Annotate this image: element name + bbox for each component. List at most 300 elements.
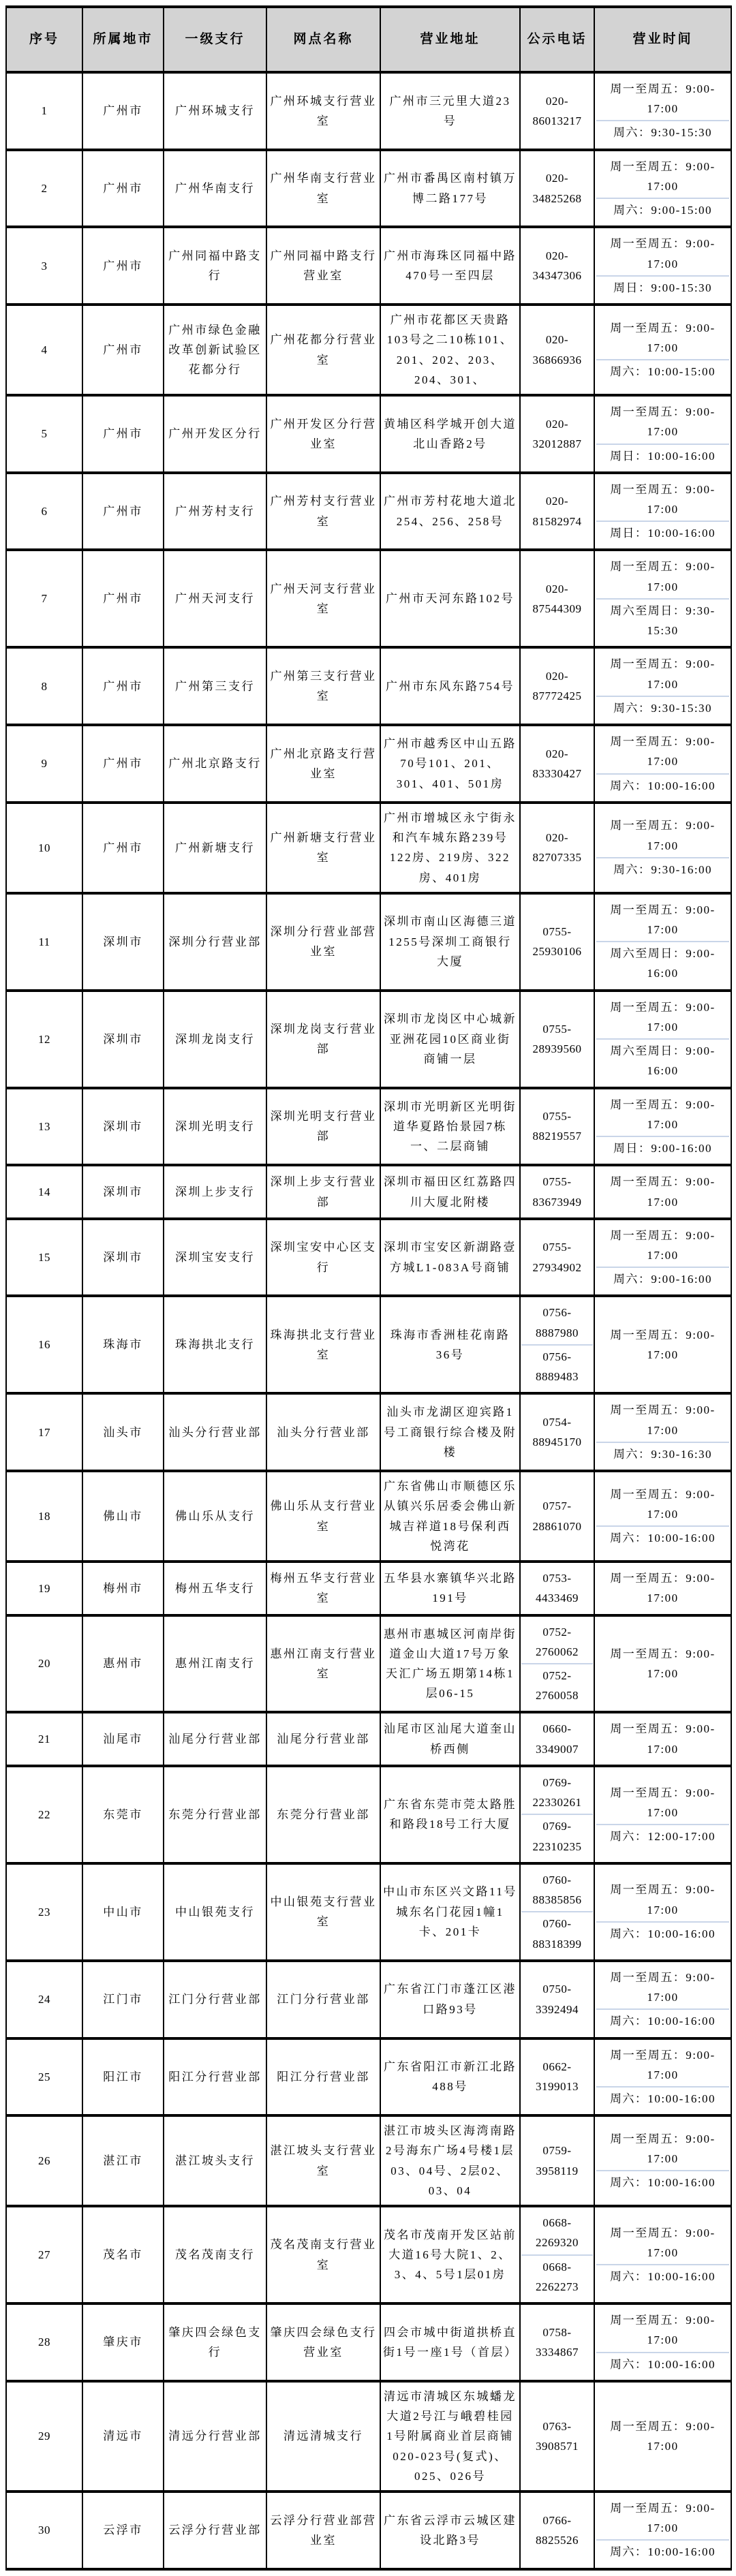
- column-header-1: 所属地市: [82, 7, 164, 72]
- hours-entry: 周日：10:00-16:00: [596, 444, 729, 467]
- cell-business-hours: [594, 2206, 731, 2303]
- phone-number: [521, 1105, 593, 1147]
- cell-serial-number: 9: [6, 725, 82, 803]
- cell-branch: 深圳龙岗支行: [164, 991, 266, 1088]
- cell-address: 四会市城中街道拱桥直街1号一座1号（首层）: [380, 2303, 520, 2381]
- hours-entry: 周六：10:00-15:00: [596, 359, 729, 383]
- cell-serial-number: 22: [6, 1766, 82, 1863]
- cell-outlet-name: 广州环城支行营业室: [266, 72, 380, 150]
- cell-phone: [520, 2206, 594, 2303]
- table-row: [6, 991, 731, 1088]
- cell-outlet-name: 江门分行营业部: [266, 1961, 380, 2038]
- hours-entry: 周六至周日：9:30-15:30: [596, 598, 729, 642]
- phone-number: [521, 1495, 593, 1537]
- phone-suffix: 87544309: [532, 602, 582, 615]
- cell-business-hours: [594, 803, 731, 893]
- table-row: [6, 1615, 731, 1713]
- cell-address: 广州市海珠区同福中路470号一至四层: [380, 227, 520, 305]
- cell-address: 深圳市福田区红荔路四川大厦北附楼: [380, 1165, 520, 1218]
- table-body: [6, 72, 731, 2569]
- cell-serial-number: 15: [6, 1219, 82, 1297]
- phone-suffix: 2760058: [536, 1689, 579, 1703]
- cell-outlet-name: 清远清城支行: [266, 2381, 380, 2492]
- phone-suffix: 2760062: [536, 1645, 579, 1658]
- phone-number: [521, 1018, 593, 1060]
- cell-address: 广东省云浮市云城区建设北路3号: [380, 2492, 520, 2569]
- cell-city: 茂名市: [82, 2206, 164, 2303]
- cell-branch: 广州第三支行: [164, 647, 266, 725]
- cell-outlet-name: 广州新塘支行营业室: [266, 803, 380, 893]
- cell-business-hours: [594, 305, 731, 395]
- cell-address: 五华县水寨镇华兴北路191号: [380, 1562, 520, 1615]
- phone-prefix: 020-: [545, 582, 569, 595]
- table-row: [6, 1712, 731, 1765]
- cell-serial-number: 6: [6, 473, 82, 550]
- hours-entry: 周六：10:00-16:00: [596, 2539, 729, 2563]
- phone-prefix: 020-: [545, 172, 569, 185]
- cell-branch: 广州开发区分行: [164, 395, 266, 473]
- phone-suffix: 8889483: [536, 1370, 579, 1384]
- cell-outlet-name: 茂名茂南支行营业室: [266, 2206, 380, 2303]
- cell-serial-number: 12: [6, 991, 82, 1088]
- cell-business-hours: [594, 1961, 731, 2038]
- phone-number: [521, 167, 593, 209]
- cell-phone: [520, 1961, 594, 2038]
- cell-outlet-name: 广州同福中路支行营业室: [266, 227, 380, 305]
- hours-entry: 周日：9:00-16:00: [596, 1136, 729, 1160]
- cell-business-hours: [594, 227, 731, 305]
- phone-suffix: 83330427: [532, 766, 582, 780]
- cell-phone: [520, 1393, 594, 1471]
- phone-suffix: 28861070: [532, 1519, 582, 1533]
- cell-outlet-name: 中山银苑支行营业室: [266, 1863, 380, 1961]
- phone-prefix: 020-: [545, 747, 569, 760]
- table-row: [6, 2492, 731, 2569]
- table-row: [6, 647, 731, 725]
- table-row: [6, 725, 731, 803]
- cell-business-hours: [594, 2492, 731, 2569]
- cell-city: 深圳市: [82, 893, 164, 991]
- cell-city: 东莞市: [82, 1766, 164, 1863]
- phone-number: [521, 1978, 593, 2020]
- cell-city: 广州市: [82, 305, 164, 395]
- table-row: [6, 72, 731, 150]
- phone-number: [521, 1411, 593, 1453]
- phone-number: [521, 245, 593, 287]
- cell-city: 云浮市: [82, 2492, 164, 2569]
- cell-city: 广州市: [82, 227, 164, 305]
- phone-suffix: 2262273: [536, 2280, 579, 2293]
- phone-suffix: 27934902: [532, 1260, 582, 1274]
- cell-branch: 东莞分行营业部: [164, 1766, 266, 1863]
- hours-entry: 周一至周五：9:00-17:00: [610, 657, 716, 691]
- cell-address: 广州市番禺区南村镇万博二路177号: [380, 150, 520, 228]
- cell-outlet-name: 广州华南支行营业室: [266, 150, 380, 228]
- cell-address: 深圳市光明新区光明街道华夏路怡景园7栋一、二层商铺: [380, 1088, 520, 1166]
- phone-prefix: 0668-: [542, 2216, 572, 2230]
- table-row: [6, 2303, 731, 2381]
- cell-phone: [520, 1863, 594, 1961]
- hours-entry: 周一至周五：9:00-17:00: [610, 1883, 716, 1917]
- cell-phone: [520, 1296, 594, 1393]
- cell-address: 广州市东风东路754号: [380, 647, 520, 725]
- header-row: [6, 7, 731, 72]
- hours-entry: 周一至周五：9:00-17:00: [610, 82, 716, 116]
- hours-entry: 周六：10:00-16:00: [596, 2086, 729, 2110]
- cell-address: 深圳市龙岗区中心城新亚洲花园10区商业街商铺一层: [380, 991, 520, 1088]
- cell-branch: 惠州江南支行: [164, 1615, 266, 1713]
- cell-phone: [520, 1712, 594, 1765]
- cell-outlet-name: 深圳龙岗支行营业部: [266, 991, 380, 1088]
- cell-phone: [520, 725, 594, 803]
- cell-outlet-name: 湛江坡头支行营业室: [266, 2115, 380, 2206]
- cell-phone: [520, 647, 594, 725]
- cell-city: 广州市: [82, 647, 164, 725]
- cell-branch: 深圳分行营业部: [164, 893, 266, 991]
- phone-suffix: 8887980: [536, 1326, 579, 1339]
- cell-outlet-name: 阳江分行营业部: [266, 2038, 380, 2116]
- cell-serial-number: 10: [6, 803, 82, 893]
- cell-outlet-name: 肇庆四会绿色支行营业室: [266, 2303, 380, 2381]
- cell-address: 汕尾市区汕尾大道奎山桥西侧: [380, 1712, 520, 1765]
- phone-prefix: 0752-: [542, 1625, 572, 1639]
- cell-serial-number: 17: [6, 1393, 82, 1471]
- cell-address: 惠州市惠城区河南岸街道金山大道17号万象天汇广场五期第14栋1层06-15: [380, 1615, 520, 1713]
- hours-entry: 周六：9:00-15:00: [596, 198, 729, 221]
- cell-serial-number: 27: [6, 2206, 82, 2303]
- phone-prefix: 020-: [545, 670, 569, 683]
- cell-phone: [520, 1766, 594, 1863]
- cell-branch: 广州天河支行: [164, 550, 266, 647]
- phone-suffix: 3908571: [536, 2439, 579, 2453]
- phone-number: [521, 743, 593, 785]
- cell-serial-number: 3: [6, 227, 82, 305]
- table-row: [6, 1393, 731, 1471]
- cell-outlet-name: 佛山乐从支行营业室: [266, 1471, 380, 1562]
- table-row: [6, 2206, 731, 2303]
- table-row: [6, 1766, 731, 1863]
- cell-phone: [520, 473, 594, 550]
- cell-branch: 广州市绿色金融改革创新试验区花都分行: [164, 305, 266, 395]
- cell-phone: [520, 1615, 594, 1713]
- phone-prefix: 0660-: [542, 1722, 572, 1736]
- cell-business-hours: [594, 473, 731, 550]
- cell-outlet-name: 广州天河支行营业室: [266, 550, 380, 647]
- cell-address: 深圳市宝安区新湖路壹方城L1-083A号商铺: [380, 1219, 520, 1297]
- table-row: [6, 2115, 731, 2206]
- cell-business-hours: [594, 647, 731, 725]
- cell-serial-number: 11: [6, 893, 82, 991]
- cell-outlet-name: 广州花都分行营业室: [266, 305, 380, 395]
- cell-city: 清远市: [82, 2381, 164, 2492]
- table-row: [6, 550, 731, 647]
- hours-entry: 周六至周日：9:00-16:00: [596, 941, 729, 984]
- hours-entry: 周六：9:30-16:30: [596, 1442, 729, 1465]
- column-header-6: 营业时间: [594, 7, 731, 72]
- phone-number: [521, 826, 593, 869]
- table-row: [6, 1219, 731, 1297]
- cell-address: 广州市增城区永宁街永和汽车城东路239号122房、219房、322房、401房: [380, 803, 520, 893]
- hours-entry: 周一至周五：9:00-17:00: [610, 560, 716, 593]
- cell-business-hours: [594, 1296, 731, 1393]
- cell-branch: 清远分行营业部: [164, 2381, 266, 2492]
- cell-branch: 广州新塘支行: [164, 803, 266, 893]
- phone-suffix: 83673949: [532, 1195, 582, 1209]
- cell-branch: 汕头分行营业部: [164, 1393, 266, 1471]
- column-header-3: 网点名称: [266, 7, 380, 72]
- cell-address: 茂名市茂南开发区站前大道16号大院1、2、3、4、5号1层01房: [380, 2206, 520, 2303]
- cell-city: 阳江市: [82, 2038, 164, 2116]
- table-row: [6, 803, 731, 893]
- table-row: [6, 150, 731, 228]
- hours-entry: 周六：9:00-16:00: [596, 1267, 729, 1290]
- hours-entry: 周一至周五：9:00-17:00: [610, 2314, 716, 2347]
- cell-serial-number: 24: [6, 1961, 82, 2038]
- phone-prefix: 0766-: [542, 2513, 572, 2527]
- cell-branch: 深圳宝安支行: [164, 1219, 266, 1297]
- cell-serial-number: 25: [6, 2038, 82, 2116]
- table-row: [6, 1088, 731, 1166]
- cell-branch: 深圳光明支行: [164, 1088, 266, 1166]
- hours-entry: 周一至周五：9:00-17:00: [610, 1228, 716, 1262]
- cell-outlet-name: 汕头分行营业部: [266, 1393, 380, 1471]
- table-row: [6, 395, 731, 473]
- cell-phone: [520, 550, 594, 647]
- phone-number: [521, 1301, 593, 1344]
- cell-city: 肇庆市: [82, 2303, 164, 2381]
- phone-number: [521, 90, 593, 132]
- phone-number: [521, 490, 593, 532]
- phone-suffix: 82707335: [532, 851, 582, 865]
- hours-entry: 周六：12:00-17:00: [596, 1824, 729, 1848]
- cell-branch: 茂名茂南支行: [164, 2206, 266, 2303]
- cell-phone: [520, 803, 594, 893]
- phone-prefix: 0758-: [542, 2325, 572, 2339]
- cell-business-hours: [594, 1165, 731, 1218]
- phone-number: [521, 1567, 593, 1609]
- cell-city: 广州市: [82, 725, 164, 803]
- cell-business-hours: [594, 893, 731, 991]
- phone-number: [521, 1663, 593, 1707]
- cell-phone: [520, 150, 594, 228]
- column-header-5: 公示电话: [520, 7, 594, 72]
- phone-number: [521, 1236, 593, 1278]
- phone-prefix: 0760-: [542, 1917, 572, 1931]
- hours-entry: 周一至周五：9:00-17:00: [610, 1970, 716, 2004]
- phone-suffix: 36866936: [532, 353, 582, 367]
- cell-city: 深圳市: [82, 1088, 164, 1166]
- cell-phone: [520, 991, 594, 1088]
- hours-entry: 周六：10:00-16:00: [596, 2008, 729, 2032]
- phone-suffix: 3334867: [536, 2345, 579, 2359]
- cell-phone: [520, 72, 594, 150]
- phone-suffix: 34825268: [532, 191, 582, 205]
- cell-outlet-name: 深圳分行营业部营业室: [266, 893, 380, 991]
- cell-address: 黄埔区科学城开创大道北山香路2号: [380, 395, 520, 473]
- cell-business-hours: [594, 1471, 731, 1562]
- hours-entry: 周六：9:30-15:30: [596, 120, 729, 144]
- hours-entry: 周一至周五：9:00-17:00: [610, 1786, 716, 1819]
- cell-phone: [520, 893, 594, 991]
- phone-number: [521, 920, 593, 963]
- phone-suffix: 22310235: [532, 1840, 582, 1853]
- hours-entry: 周一至周五：9:00-17:00: [610, 1403, 716, 1437]
- phone-suffix: 3349007: [536, 1742, 579, 1756]
- phone-prefix: 0752-: [542, 1669, 572, 1682]
- cell-phone: [520, 2381, 594, 2492]
- phone-prefix: 0662-: [542, 2060, 572, 2074]
- phone-prefix: 020-: [545, 495, 569, 508]
- phone-prefix: 0756-: [542, 1306, 572, 1320]
- cell-address: 广东省佛山市顺德区乐从镇兴乐居委会佛山新城吉祥道18号保利西悦湾花: [380, 1471, 520, 1562]
- hours-entry: 周一至周五：9:00-17:00: [610, 1328, 716, 1361]
- table-row: [6, 2381, 731, 2492]
- cell-phone: [520, 227, 594, 305]
- cell-outlet-name: 珠海拱北支行营业室: [266, 1296, 380, 1393]
- cell-business-hours: [594, 2115, 731, 2206]
- phone-suffix: 88318399: [532, 1937, 582, 1951]
- phone-number: [521, 1869, 593, 1911]
- hours-entry: 周一至周五：9:00-17:00: [610, 2501, 716, 2535]
- hours-entry: 周一至周五：9:00-17:00: [610, 735, 716, 769]
- cell-outlet-name: 深圳宝安中心区支行: [266, 1219, 380, 1297]
- cell-branch: 梅州五华支行: [164, 1562, 266, 1615]
- phone-number: [521, 2509, 593, 2551]
- phone-number: [521, 2321, 593, 2363]
- phone-prefix: 0759-: [542, 2144, 572, 2158]
- phone-prefix: 020-: [545, 831, 569, 845]
- cell-branch: 阳江分行营业部: [164, 2038, 266, 2116]
- phone-prefix: 0757-: [542, 1500, 572, 1513]
- cell-business-hours: [594, 1088, 731, 1166]
- cell-outlet-name: 惠州江南支行营业室: [266, 1615, 380, 1713]
- phone-number: [521, 1344, 593, 1388]
- cell-serial-number: 16: [6, 1296, 82, 1393]
- cell-phone: [520, 2492, 594, 2569]
- cell-city: 梅州市: [82, 1562, 164, 1615]
- phone-suffix: 34347306: [532, 269, 582, 283]
- cell-address: 中山市东区兴文路11号城东名门花园1幢1卡、201卡: [380, 1863, 520, 1961]
- table-row: [6, 1296, 731, 1393]
- phone-prefix: 0760-: [542, 1873, 572, 1887]
- phone-suffix: 86013217: [532, 114, 582, 127]
- hours-entry: 周六：10:00-16:00: [596, 1921, 729, 1945]
- phone-number: [521, 1718, 593, 1760]
- hours-entry: 周一至周五：9:00-17:00: [610, 2419, 716, 2453]
- phone-prefix: 0755-: [542, 1022, 572, 1036]
- cell-business-hours: [594, 725, 731, 803]
- phone-prefix: 0750-: [542, 1983, 572, 1996]
- cell-address: 广州市花都区天贵路103号之二10栋101、201、202、203、204、301、: [380, 305, 520, 395]
- cell-branch: 珠海拱北支行: [164, 1296, 266, 1393]
- cell-serial-number: 5: [6, 395, 82, 473]
- table-row: [6, 1562, 731, 1615]
- hours-entry: 周一至周五：9:00-17:00: [610, 321, 716, 354]
- hours-entry: 周一至周五：9:00-17:00: [610, 2132, 716, 2166]
- cell-phone: [520, 395, 594, 473]
- cell-serial-number: 19: [6, 1562, 82, 1615]
- cell-branch: 广州北京路支行: [164, 725, 266, 803]
- cell-outlet-name: 广州芳村支行营业室: [266, 473, 380, 550]
- cell-address: 珠海市香洲桂花南路36号: [380, 1296, 520, 1393]
- phone-suffix: 2269320: [536, 2236, 579, 2250]
- hours-entry: 周一至周五：9:00-17:00: [610, 237, 716, 270]
- cell-business-hours: [594, 72, 731, 150]
- table-row: [6, 1471, 731, 1562]
- hours-entry: 周一至周五：9:00-17:00: [610, 2048, 716, 2081]
- table-row: [6, 305, 731, 395]
- phone-prefix: 020-: [545, 94, 569, 108]
- hours-entry: 周一至周五：9:00-17:00: [610, 159, 716, 193]
- cell-business-hours: [594, 1863, 731, 1961]
- table-row: [6, 473, 731, 550]
- phone-prefix: 020-: [545, 249, 569, 263]
- cell-branch: 江门分行营业部: [164, 1961, 266, 2038]
- phone-suffix: 88219557: [532, 1130, 582, 1143]
- cell-phone: [520, 1471, 594, 1562]
- cell-serial-number: 26: [6, 2115, 82, 2206]
- cell-outlet-name: 云浮分行营业部营业室: [266, 2492, 380, 2569]
- cell-business-hours: [594, 2381, 731, 2492]
- cell-address: 广州市三元里大道23号: [380, 72, 520, 150]
- phone-suffix: 25930106: [532, 945, 582, 959]
- cell-branch: 肇庆四会绿色支行: [164, 2303, 266, 2381]
- cell-serial-number: 8: [6, 647, 82, 725]
- hours-entry: 周一至周五：9:00-17:00: [610, 1722, 716, 1756]
- cell-serial-number: 18: [6, 1471, 82, 1562]
- cell-business-hours: [594, 2303, 731, 2381]
- hours-entry: 周一至周五：9:00-17:00: [610, 1572, 716, 1605]
- cell-phone: [520, 1562, 594, 1615]
- cell-branch: 湛江坡头支行: [164, 2115, 266, 2206]
- cell-business-hours: [594, 1712, 731, 1765]
- phone-number: [521, 1170, 593, 1213]
- phone-number: [521, 2254, 593, 2298]
- phone-number: [521, 1771, 593, 1814]
- hours-entry: 周六：10:00-16:00: [596, 1525, 729, 1549]
- hours-entry: 周一至周五：9:00-17:00: [610, 903, 716, 936]
- cell-serial-number: 14: [6, 1165, 82, 1218]
- hours-entry: 周六：10:00-16:00: [596, 2352, 729, 2376]
- table-row: [6, 893, 731, 991]
- cell-branch: 广州同福中路支行: [164, 227, 266, 305]
- phone-suffix: 22330261: [532, 1796, 582, 1810]
- cell-city: 深圳市: [82, 991, 164, 1088]
- cell-serial-number: 21: [6, 1712, 82, 1765]
- table-row: [6, 227, 731, 305]
- hours-entry: 周一至周五：9:00-17:00: [610, 819, 716, 852]
- hours-entry: 周一至周五：9:00-17:00: [610, 1098, 716, 1131]
- cell-branch: 广州芳村支行: [164, 473, 266, 550]
- phone-suffix: 8825526: [536, 2533, 579, 2547]
- cell-business-hours: [594, 150, 731, 228]
- phone-prefix: 0753-: [542, 1572, 572, 1585]
- cell-city: 深圳市: [82, 1165, 164, 1218]
- cell-address: 广东省阳江市新江北路488号: [380, 2038, 520, 2116]
- phone-suffix: 87772425: [532, 689, 582, 703]
- cell-city: 汕尾市: [82, 1712, 164, 1765]
- phone-suffix: 32012887: [532, 437, 582, 450]
- cell-city: 中山市: [82, 1863, 164, 1961]
- cell-phone: [520, 2038, 594, 2116]
- cell-phone: [520, 305, 594, 395]
- phone-prefix: 0755-: [542, 1241, 572, 1254]
- cell-city: 深圳市: [82, 1219, 164, 1297]
- cell-outlet-name: 汕尾分行营业部: [266, 1712, 380, 1765]
- cell-business-hours: [594, 1219, 731, 1297]
- phone-number: [521, 2139, 593, 2182]
- hours-entry: 周一至周五：9:00-17:00: [610, 1175, 716, 1209]
